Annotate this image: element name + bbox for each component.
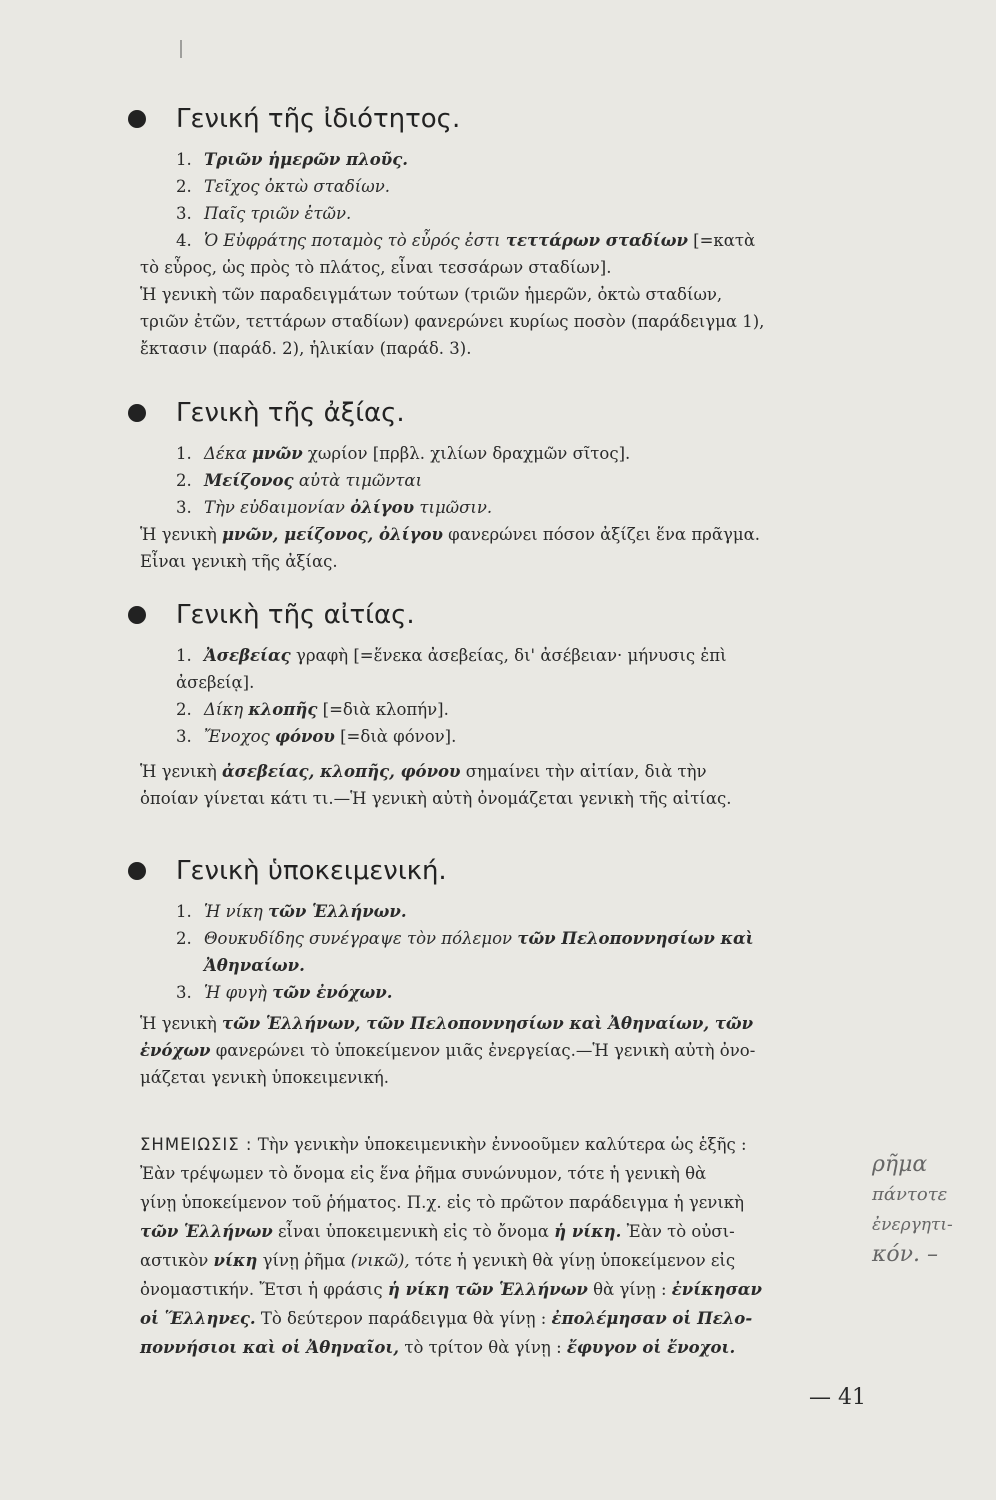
section-heading	[128, 104, 868, 134]
paragraph-line: Ἡ γενικὴ μνῶν, μείζονος, ὀλίγου φανερώνει πόσον ἀξίζει ἕνα πρᾶγμα.	[140, 525, 760, 544]
note-line: γίνῃ ὑποκείμενον τοῦ ῥήματος. Π.χ. εἰς τὸ πρῶτον παράδειγμα ἡ γενικὴ	[140, 1193, 744, 1212]
example-item: 1. Δέκα μνῶν χωρίον [πρβλ. χιλίων δραχμῶν σῖτος].	[176, 444, 631, 463]
paragraph-line: τὸ εὖρος, ὡς πρὸς τὸ πλάτος, εἶναι τεσσάρων σταδίων].	[140, 258, 612, 277]
bullet-icon	[128, 404, 146, 422]
handwritten-note: ρῆμα πάντοτε ἐνεργητι- κόν. –	[872, 1152, 953, 1267]
paragraph-line: Ἡ γενικὴ τῶν παραδειγμάτων τούτων (τριῶν ἡμερῶν, ὀκτὼ σταδίων,	[140, 285, 723, 304]
paragraph-line: ἀσεβείᾳ].	[176, 673, 255, 692]
heading-text: Γενικὴ ὑποκειμενική.	[176, 856, 447, 886]
example-item: 3. Τὴν εὐδαιμονίαν ὀλίγου τιμῶσιν.	[176, 498, 493, 517]
heading-text: Γενικὴ τῆς ἀξίας.	[176, 398, 405, 428]
bullet-icon	[128, 110, 146, 128]
paragraph-line: Ἡ γενικὴ ἀσεβείας, κλοπῆς, φόνου σημαίνει τὴν αἰτίαν, διὰ τὴν	[140, 762, 707, 781]
note-label: ΣΗΜΕΙΩΣΙΣ :	[140, 1135, 253, 1154]
section-genitive-property	[128, 104, 868, 362]
example-item: 3. Παῖς τριῶν ἐτῶν.	[176, 204, 352, 223]
note-block	[140, 1130, 864, 1362]
example-item: 3. Ἔνοχος φόνου [=διὰ φόνον].	[176, 727, 457, 746]
example-item: 1. Ἀσεβείας γραφὴ [=ἕνεκα ἀσεβείας, δι' ἀσέβειαν· μήνυσις ἐπὶ	[176, 646, 727, 665]
note-line: τῶν Ἑλλήνων εἶναι ὑποκειμενικὴ εἰς τὸ ὄνομα ἡ νίκη. Ἐὰν τὸ οὐσι-	[140, 1222, 735, 1241]
section-genitive-value	[128, 398, 868, 575]
bullet-icon	[128, 862, 146, 880]
margin-mark	[180, 40, 182, 58]
example-item: 1. Τριῶν ἡμερῶν πλοῦς.	[176, 150, 409, 169]
heading-text: Γενική τῆς ἰδιότητος.	[176, 104, 461, 134]
example-item: 3. Ἡ φυγὴ τῶν ἐνόχων.	[176, 983, 393, 1002]
section-heading	[128, 398, 868, 428]
section-genitive-cause	[128, 600, 868, 812]
paragraph-line: Ἀθηναίων.	[204, 956, 305, 975]
paragraph-line: τριῶν ἐτῶν, τεττάρων σταδίων) φανερώνει κυρίως ποσὸν (παράδειγμα 1),	[140, 312, 765, 331]
example-item: 1. Ἡ νίκη τῶν Ἑλλήνων.	[176, 902, 407, 921]
heading-text: Γενικὴ τῆς αἰτίας.	[176, 600, 415, 630]
note-line: ὀνομαστικήν. Ἔτσι ἡ φράσις ἡ νίκη τῶν Ἑλλήνων θὰ γίνῃ : ἐνίκησαν	[140, 1280, 762, 1299]
page-number: — 41	[809, 1385, 866, 1410]
note-line: οἱ Ἕλληνες. Τὸ δεύτερον παράδειγμα θὰ γίνῃ : ἐπολέμησαν οἱ Πελο-	[140, 1309, 753, 1328]
note-line: ΣΗΜΕΙΩΣΙΣ : Τὴν γενικὴν ὑποκειμενικὴν ἐννοοῦμεν καλύτερα ὡς ἑξῆς :	[140, 1135, 747, 1154]
section-heading	[128, 856, 868, 886]
note-line: Ἐὰν τρέψωμεν τὸ ὄνομα εἰς ἕνα ῥῆμα συνώνυμον, τότε ἡ γενικὴ θὰ	[140, 1164, 707, 1183]
bullet-icon	[128, 606, 146, 624]
example-item: 2. Τεῖχος ὀκτὼ σταδίων.	[176, 177, 390, 196]
paragraph-line: Εἶναι γενικὴ τῆς ἀξίας.	[140, 552, 338, 571]
note-line: ποννήσιοι καὶ οἱ Ἀθηναῖοι, τὸ τρίτον θὰ γίνῃ : ἔφυγον οἱ ἔνοχοι.	[140, 1338, 736, 1357]
section-heading	[128, 600, 868, 630]
example-item: 2. Δίκη κλοπῆς [=διὰ κλοπήν].	[176, 700, 449, 719]
note-line: αστικὸν νίκη γίνῃ ῥῆμα (νικῶ), τότε ἡ γενικὴ θὰ γίνῃ ὑποκείμενον εἰς	[140, 1251, 736, 1270]
paragraph-line: ἔκτασιν (παράδ. 2), ἡλικίαν (παράδ. 3).	[140, 339, 472, 358]
paragraph-line: Ἡ γενικὴ τῶν Ἑλλήνων, τῶν Πελοποννησίων καὶ Ἀθηναίων, τῶν	[140, 1014, 754, 1033]
section-genitive-subjective	[128, 856, 868, 1091]
paragraph-line: ἐνόχων φανερώνει τὸ ὑποκείμενον μιᾶς ἐνεργείας.—Ἡ γενικὴ αὐτὴ ὀνο-	[140, 1041, 756, 1060]
paragraph-line: ὁποίαν γίνεται κάτι τι.—Ἡ γενικὴ αὐτὴ ὀνομάζεται γενικὴ τῆς αἰτίας.	[140, 789, 732, 808]
example-item: 2. Μείζονος αὐτὰ τιμῶνται	[176, 471, 423, 490]
example-item: 2. Θουκυδίδης συνέγραψε τὸν πόλεμον τῶν Πελοποννησίων καὶ	[176, 929, 754, 948]
example-item: 4. Ὁ Εὐφράτης ποταμὸς τὸ εὖρός ἐστι τεττάρων σταδίων [=κατὰ	[176, 231, 756, 250]
paragraph-line: μάζεται γενικὴ ὑποκειμενική.	[140, 1068, 390, 1087]
